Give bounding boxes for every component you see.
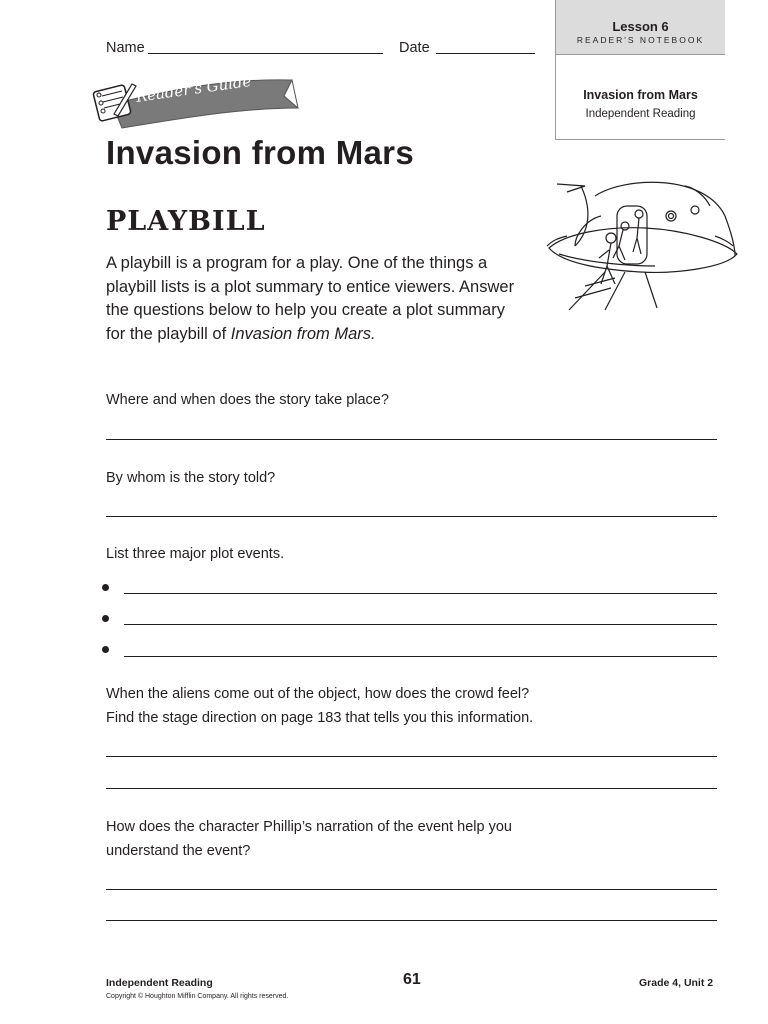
date-field[interactable] <box>436 53 535 54</box>
answer-line-event-3[interactable] <box>124 656 717 657</box>
answer-line-narration-1[interactable] <box>106 889 717 890</box>
intro-line-3: the questions below to help you create a plot summary <box>106 301 505 319</box>
question-plot-events: List three major plot events. <box>106 546 285 562</box>
name-label: Name <box>106 40 145 56</box>
intro-paragraph <box>106 252 556 346</box>
answer-line-crowd-1[interactable] <box>106 756 717 757</box>
answer-line-narrator[interactable] <box>106 516 717 517</box>
answer-line-setting[interactable] <box>106 439 717 440</box>
question-crowd-line-1: When the aliens come out of the object, how does the crowd feel? <box>106 686 530 702</box>
question-narration-line-2: understand the event? <box>106 843 251 859</box>
question-setting: Where and when does the story take place? <box>106 392 389 408</box>
bullet-2 <box>102 615 109 622</box>
lesson-box <box>555 0 725 140</box>
intro-line-2: playbill lists is a plot summary to entice viewers. Answer <box>106 277 515 296</box>
footer-grade-unit: Grade 4, Unit 2 <box>639 977 714 989</box>
answer-line-crowd-2[interactable] <box>106 788 717 789</box>
reading-type: Independent Reading <box>585 108 696 120</box>
footer-section-label: Independent Reading <box>106 977 213 989</box>
notebook-label: READER'S NOTEBOOK <box>576 35 705 45</box>
intro-line-4: for the playbill of <box>106 324 231 343</box>
section-title: PLAYBILL <box>106 206 266 237</box>
bullet-3 <box>102 646 109 653</box>
intro-line-1: A playbill is a program for a play. One of the things a <box>106 254 488 272</box>
page-number: 61 <box>403 971 421 988</box>
intro-italic-title: Invasion from Mars. <box>230 324 376 343</box>
lesson-info <box>556 55 725 125</box>
question-crowd-line-2: Find the stage direction on page 183 that tells you this information. <box>106 710 534 726</box>
question-narration-line-1: How does the character Phillip’s narration of the event help you <box>106 819 512 835</box>
page-title: Invasion from Mars <box>106 134 414 171</box>
lesson-header <box>556 0 725 55</box>
answer-line-narration-2[interactable] <box>106 920 717 921</box>
date-label: Date <box>399 40 430 56</box>
answer-line-event-1[interactable] <box>124 593 717 594</box>
answer-line-event-2[interactable] <box>124 624 717 625</box>
ufo-spaceship-illustration <box>545 176 741 312</box>
name-field[interactable] <box>148 53 383 54</box>
lesson-number: Lesson 6 <box>612 19 669 34</box>
bullet-1 <box>102 584 109 591</box>
question-narrator: By whom is the story told? <box>106 470 276 486</box>
copyright-notice: Copyright © Houghton Mifflin Company. All rights reserved. <box>106 993 289 1000</box>
story-title-small: Invasion from Mars <box>583 88 698 102</box>
banner-label: Reader's Guide <box>134 71 253 106</box>
